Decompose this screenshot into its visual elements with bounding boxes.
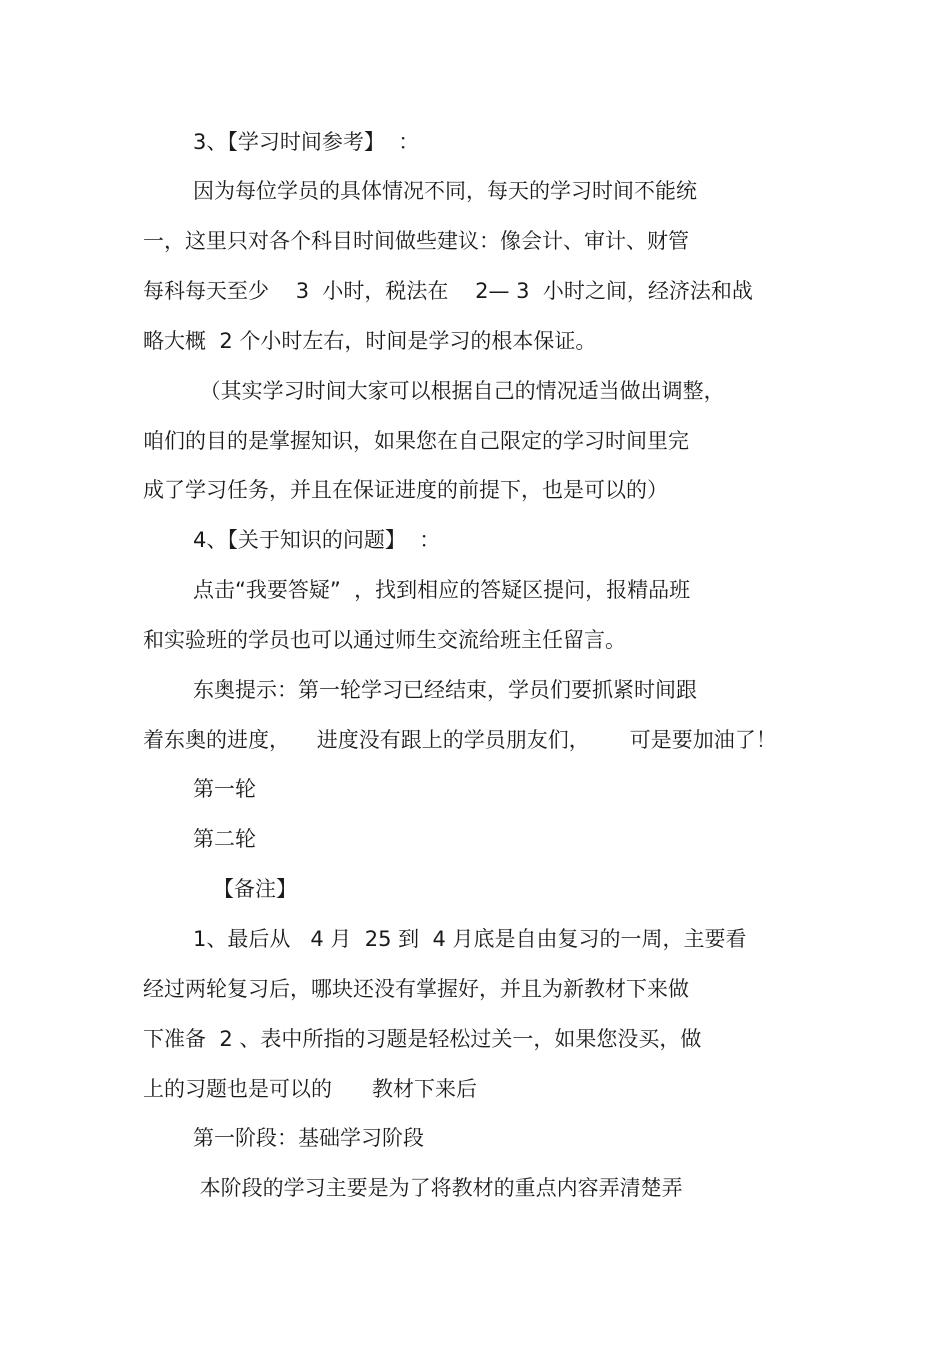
paragraph-line: （其实学习时间大家可以根据自己的情况适当做出调整， — [193, 379, 725, 403]
round-one-label: 第一轮 — [193, 777, 256, 801]
paragraph-line: 点击“我要答疑” ，找到相应的答疑区提问，报精品班 — [193, 578, 691, 602]
paragraph-line: 着东奥的进度， 进度没有跟上的学员朋友们， 可是要加油了！ — [143, 728, 777, 752]
paragraph-line: 成了学习任务，并且在保证进度的前提下，也是可以的） — [143, 478, 668, 502]
paragraph-line: 每科每天至少 3 小时，税法在 2— 3 小时之间，经济法和战 — [143, 279, 753, 303]
paragraph-line: 1、最后从 4 月 25 到 4 月底是自由复习的一周，主要看 — [193, 927, 747, 951]
paragraph-line: 略大概 2 个小时左右，时间是学习的根本保证。 — [143, 329, 597, 353]
paragraph-line: 和实验班的学员也可以通过师生交流给班主任留言。 — [143, 628, 626, 652]
remarks-heading: 【备注】 — [193, 877, 298, 901]
paragraph-line: 经过两轮复习后，哪块还没有掌握好，并且为新教材下来做 — [143, 977, 689, 1001]
paragraph-line: 一，这里只对各个科目时间做些建议：像会计、审计、财管 — [143, 229, 689, 253]
round-two-label: 第二轮 — [193, 827, 256, 851]
paragraph-line: 东奥提示：第一轮学习已经结束，学员们要抓紧时间跟 — [193, 678, 697, 702]
paragraph-line: 下准备 2 、表中所指的习题是轻松过关一，如果您没买，做 — [143, 1027, 702, 1051]
section-3-heading: 3、【学习时间参考】 ： — [193, 130, 420, 154]
paragraph-line: 因为每位学员的具体情况不同，每天的学习时间不能统 — [193, 179, 697, 203]
paragraph-line: 本阶段的学习主要是为了将教材的重点内容弄清楚弄 — [193, 1176, 683, 1200]
paragraph-line: 上的习题也是可以的 教材下来后 — [143, 1077, 478, 1101]
stage-one-heading: 第一阶段：基础学习阶段 — [193, 1126, 424, 1150]
paragraph-line: 咱们的目的是掌握知识，如果您在自己限定的学习时间里完 — [143, 429, 689, 453]
section-4-heading: 4、【关于知识的问题】 ： — [193, 528, 441, 552]
